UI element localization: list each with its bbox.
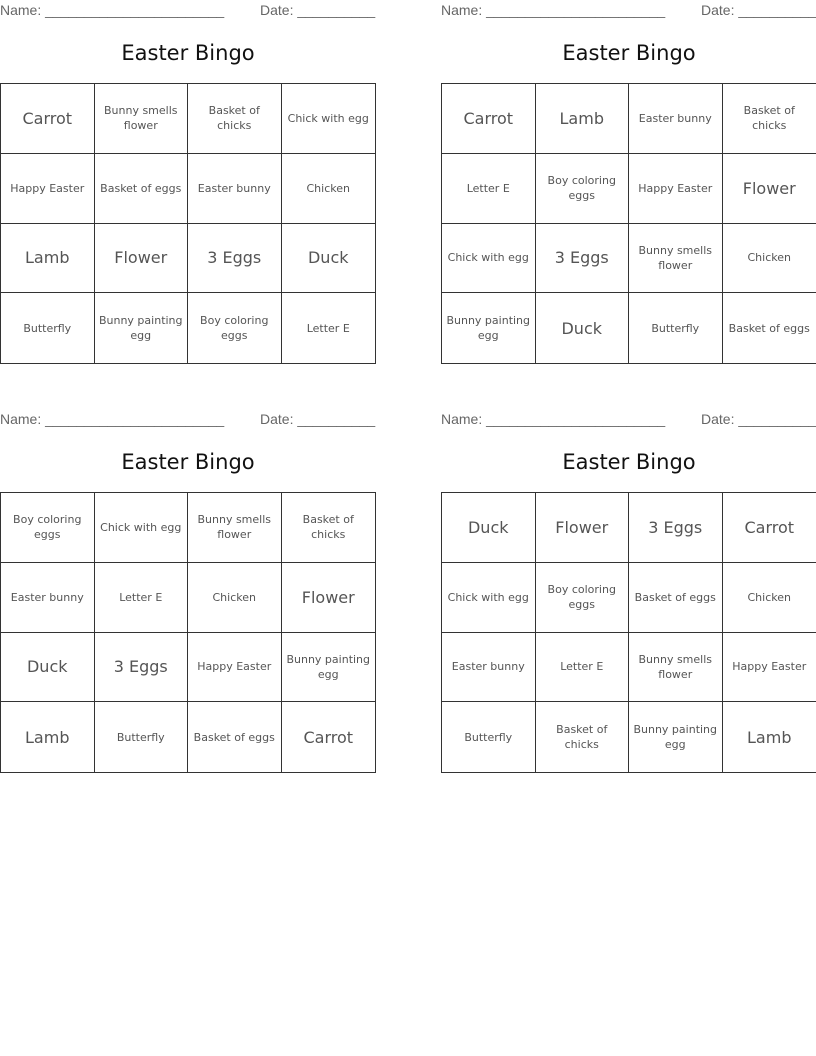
bingo-cell: Chick with egg xyxy=(282,84,376,154)
bingo-cell: Bunny smells flower xyxy=(95,84,189,154)
card-title: Easter Bingo xyxy=(562,450,696,474)
bingo-cell: Bunny smells flower xyxy=(629,633,723,703)
bingo-cell: Flower xyxy=(95,224,189,294)
bingo-cell: 3 Eggs xyxy=(629,493,723,563)
bingo-card xyxy=(0,409,376,781)
bingo-cell: Chicken xyxy=(723,563,816,633)
bingo-cell: Bunny painting egg xyxy=(282,633,376,703)
bingo-cell: Basket of chicks xyxy=(282,493,376,563)
name-field-label: Name: _______________________ xyxy=(0,411,225,427)
bingo-cell: Carrot xyxy=(303,727,354,747)
card-title: Easter Bingo xyxy=(121,41,255,65)
bingo-cell: Chicken xyxy=(282,154,376,224)
date-field-label: Date: __________ xyxy=(260,2,376,18)
bingo-cell: Happy Easter xyxy=(188,633,282,703)
bingo-cell: Easter bunny xyxy=(442,633,536,703)
bingo-cell: Letter E xyxy=(306,321,350,335)
bingo-cell: Happy Easter xyxy=(1,154,95,224)
bingo-cell: Easter bunny xyxy=(188,154,282,224)
bingo-cell: Duck xyxy=(1,633,95,703)
name-field-label: Name: _______________________ xyxy=(441,2,666,18)
card-title: Easter Bingo xyxy=(121,450,255,474)
bingo-cell: 3 Eggs xyxy=(536,224,630,294)
bingo-cell: Lamb xyxy=(747,727,792,747)
bingo-cell: Flower xyxy=(282,563,376,633)
bingo-card xyxy=(0,0,376,372)
date-field-label: Date: __________ xyxy=(260,411,376,427)
bingo-cell: Basket of chicks xyxy=(188,84,282,154)
bingo-cell: Bunny smells flower xyxy=(188,493,282,563)
date-field-label: Date: __________ xyxy=(701,2,816,18)
card-header xyxy=(0,411,376,429)
name-field-label: Name: _______________________ xyxy=(0,2,225,18)
bingo-cell: Butterfly xyxy=(629,293,723,363)
bingo-cell: 3 Eggs xyxy=(95,633,189,703)
card-header xyxy=(441,2,816,20)
bingo-cell: Carrot xyxy=(723,493,816,563)
bingo-grid xyxy=(441,83,816,364)
bingo-grid xyxy=(441,492,816,773)
bingo-cell: Chicken xyxy=(723,224,816,294)
bingo-cell: Butterfly xyxy=(1,293,95,363)
bingo-cell: Flower xyxy=(536,493,630,563)
bingo-cell: Chicken xyxy=(188,563,282,633)
bingo-cell: Chick with egg xyxy=(442,224,536,294)
bingo-cell: 3 Eggs xyxy=(188,224,282,294)
bingo-cell: Chick with egg xyxy=(442,563,536,633)
bingo-cell: Basket of eggs xyxy=(188,702,282,772)
bingo-cell: Duck xyxy=(282,224,376,294)
bingo-cell: Basket of chicks xyxy=(723,84,816,154)
bingo-cell: Letter E xyxy=(536,633,630,703)
bingo-cell: Easter bunny xyxy=(1,563,95,633)
bingo-grid xyxy=(0,492,376,773)
bingo-cell: Boy coloring eggs xyxy=(536,563,630,633)
bingo-cell: Boy coloring eggs xyxy=(188,293,282,363)
name-field-label: Name: _______________________ xyxy=(441,411,666,427)
bingo-cell: Chick with egg xyxy=(95,493,189,563)
bingo-cell: Basket of eggs xyxy=(629,563,723,633)
bingo-cell: Duck xyxy=(536,293,630,363)
bingo-cell: Lamb xyxy=(1,702,95,772)
bingo-cell: Basket of eggs xyxy=(728,321,810,335)
bingo-cell: Duck xyxy=(442,493,536,563)
bingo-cell: Basket of chicks xyxy=(536,702,630,772)
bingo-cell: Butterfly xyxy=(95,702,189,772)
bingo-cell: Letter E xyxy=(95,563,189,633)
bingo-cell: Basket of eggs xyxy=(95,154,189,224)
bingo-cell: Bunny painting egg xyxy=(629,702,723,772)
bingo-cell: Bunny smells flower xyxy=(629,224,723,294)
bingo-cell: Letter E xyxy=(442,154,536,224)
bingo-cell: Lamb xyxy=(1,224,95,294)
bingo-cell: Boy coloring eggs xyxy=(1,493,95,563)
bingo-cell: Bunny painting egg xyxy=(442,293,536,363)
bingo-cell: Bunny painting egg xyxy=(95,293,189,363)
bingo-cell: Happy Easter xyxy=(723,633,816,703)
bingo-cell: Carrot xyxy=(442,84,536,154)
bingo-grid xyxy=(0,83,376,364)
card-header xyxy=(441,411,816,429)
bingo-cell: Butterfly xyxy=(442,702,536,772)
bingo-cell: Happy Easter xyxy=(629,154,723,224)
bingo-cell: Boy coloring eggs xyxy=(536,154,630,224)
date-field-label: Date: __________ xyxy=(701,411,816,427)
bingo-cell: Easter bunny xyxy=(629,84,723,154)
card-title: Easter Bingo xyxy=(562,41,696,65)
bingo-cell: Lamb xyxy=(536,84,630,154)
card-header xyxy=(0,2,376,20)
bingo-card xyxy=(441,409,816,781)
bingo-cell: Flower xyxy=(723,154,816,224)
bingo-card xyxy=(441,0,816,372)
bingo-cell: Carrot xyxy=(1,84,95,154)
